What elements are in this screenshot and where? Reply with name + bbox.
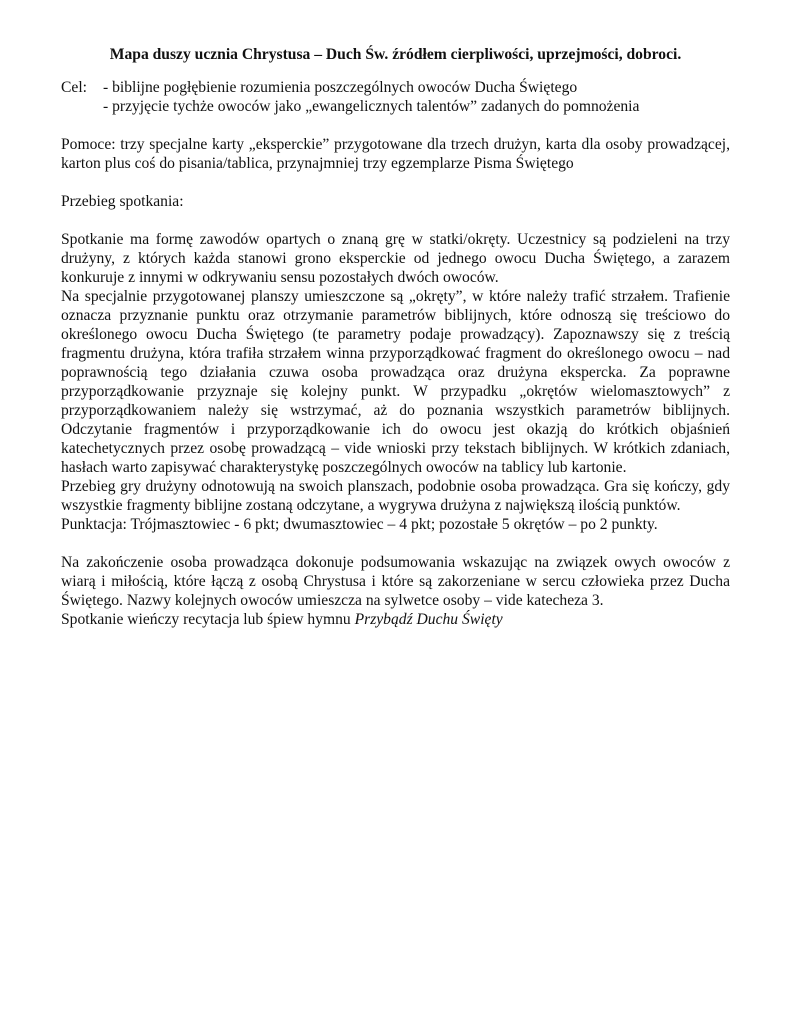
goal-item: - biblijne pogłębienie rozumienia poszczególnych owoców Ducha Świętego [103,79,578,96]
course-paragraph: Na specjalnie przygotowanej planszy umieszczone są „okręty”, w które należy trafić strzałem. Trafienie oznacza przyznanie punktu oraz otrzymanie parametrów biblijnych, które odnoszą się treściowo do określonego owocu Ducha Świętego (te parametry podaje prowadzący). Zapoznawszy się z treścią fragmentu drużyna, która trafiła strzałem winna przyporządkować fragment do określonego owocu – nad poprawnością tego działania czuwa osoba prowadząca oraz drużyna ekspercka. Za poprawne przyporządkowanie przyznaje się kolejny punkt. W przypadku „okrętów wielomasztowych” z przyporządkowaniem należy się wstrzymać, aż do poznania wszystkich parametrów biblijnych. Odczytanie fragmentów i przyporządkowanie ich do owocu jest okazją do krótkich objaśnień katechetycznych przez osobę prowadzącą – vide wnioski przy tekstach biblijnych. W krótkich zdaniach, hasłach warto zapisywać charakterystykę poszczególnych owoców na tablicy lub kartonie. [61,288,730,476]
goal-section [61,78,730,116]
course-paragraph: Spotkanie ma formę zawodów opartych o znaną grę w statki/okręty. Uczestnicy są podzieleni na trzy drużyny, z których każda stanowi grono eksperckie od jednego owocu Ducha Świętego, a zarazem konkuruje z innymi w odkrywaniu sensu pozostałych dwóch owoców. [61,231,730,286]
document-title: Mapa duszy ucznia Chrystusa – Duch Św. źródłem cierpliwości, uprzejmości, dobroci. [109,46,682,63]
course-paragraph: Przebieg gry drużyny odnotowują na swoich planszach, podobnie osoba prowadząca. Gra się kończy, gdy wszystkie fragmenty biblijne zostaną odczytane, a wygrywa drużyna z największą ilością punktów. [61,478,730,514]
hymn-title: Przybądź Duchu Święty [354,611,503,628]
goal-item: - przyjęcie tychże owoców jako „ewangelicznych talentów” zadanych do pomnożenia [103,98,640,115]
course-heading: Przebieg spotkania: [61,193,184,210]
spacer [61,211,730,230]
final-paragraph [61,610,730,629]
aids-paragraph: Pomoce: trzy specjalne karty „eksperckie” przygotowane dla trzech drużyn, karta dla osoby prowadzącej, karton plus coś do pisania/tablica, przynajmniej trzy egzemplarze Pisma Świętego [61,136,730,172]
spacer [61,116,730,135]
document-page [61,45,730,629]
goal-list [103,78,730,116]
spacer [61,173,730,192]
goal-label: Cel: [61,79,87,96]
final-text: Spotkanie wieńczy recytacja lub śpiew hymnu [61,611,355,628]
closing-paragraph: Na zakończenie osoba prowadząca dokonuje podsumowania wskazując na związek owych owoców z wiarą i miłością, które łączą z osobą Chrystusa i które są zakorzeniane w sercu człowieka przez Ducha Świętego. Nazwy kolejnych owoców umieszcza na sylwetce osoby – vide katecheza 3. [61,554,730,609]
spacer [61,534,730,553]
scoring-paragraph: Punktacja: Trójmasztowiec - 6 pkt; dwumasztowiec – 4 pkt; pozostałe 5 okrętów – po 2 punkty. [61,516,658,533]
